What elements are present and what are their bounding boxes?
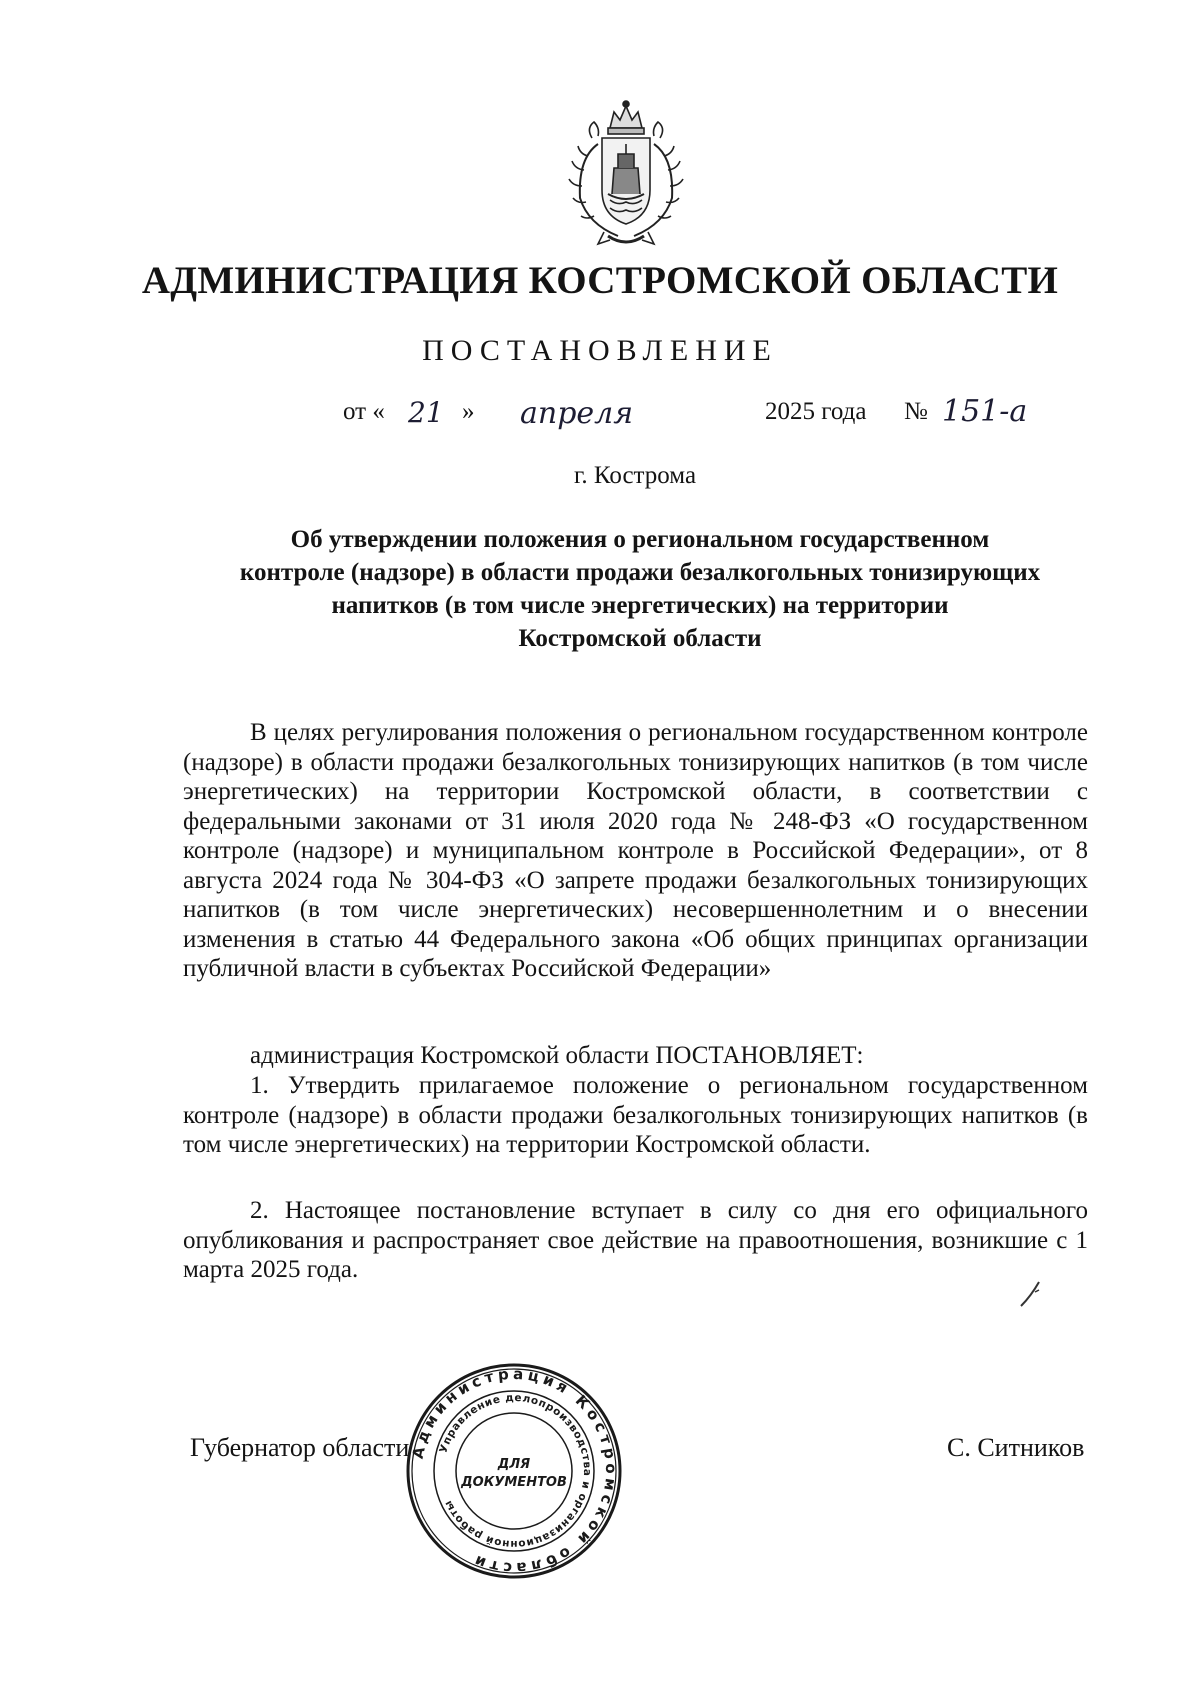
title-line: напитков (в том числе энергетических) на территории	[331, 592, 949, 619]
stamp-inner-text: Управление делопроизводства и организационной работы	[437, 1391, 594, 1551]
official-stamp	[405, 1362, 623, 1580]
date-day: 21	[408, 396, 444, 429]
coat-of-arms-icon	[548, 98, 704, 254]
signatory-name: С. Ситников	[947, 1433, 1085, 1462]
date-month: апреля	[520, 396, 634, 431]
paragraph-resolves: администрация Костромской области ПОСТАНОВЛЯЕТ:	[250, 1042, 864, 1069]
number-sign: №	[904, 398, 928, 425]
title-line: Об утверждении положения о региональном государственном	[290, 526, 990, 553]
title-line: Костромской области	[518, 625, 762, 652]
stamp-center-line1: ДЛЯ	[497, 1457, 531, 1472]
document-title	[180, 523, 1100, 655]
paragraph-item-1: 1. Утвердить прилагаемое положение о региональном государственном контроле (надзоре) в области продажи безалкогольных тонизирующих напитков (в том числе энергетических) на территории Костромской области.	[183, 1072, 1088, 1158]
stamp-center-line2: ДОКУМЕНТОВ	[461, 1475, 567, 1490]
signatory-position: Губернатор области	[190, 1433, 410, 1462]
title-line: контроле (надзоре) в области продажи безалкогольных тонизирующих	[239, 559, 1041, 586]
document-type: ПОСТАНОВЛЕНИЕ	[422, 334, 778, 367]
date-year: 2025 года	[765, 398, 867, 425]
city: г. Кострома	[573, 462, 697, 489]
tick-mark-icon	[1015, 1278, 1045, 1310]
date-prefix: от «	[343, 398, 385, 425]
stamp-outer-text: Администрация Костромской области	[408, 1364, 621, 1578]
document-number: 151-а	[942, 394, 1028, 429]
paragraph-preamble: В целях регулирования положения о региональном государственном контроле (надзоре) в области продажи безалкогольных тонизирующих напитков (в том числе энергетических) на территории Костромской области, в соответствии с федеральными законами от 31 июля 2020 года № 248-ФЗ «О государственном контроле (надзоре) и муниципальном контроле в Российской Федерации», от 8 августа 2024 года № 304-ФЗ «О запрете продажи безалкогольных тонизирующих напитков (в том числе энергетических) несовершеннолетним и о внесении изменения в статью 44 Федерального закона «Об общих принципах организации публичной власти в субъектах Российской Федерации»	[183, 719, 1088, 982]
date-day-close: »	[462, 398, 475, 425]
agency-name: АДМИНИСТРАЦИЯ КОСТРОМСКОЙ ОБЛАСТИ	[141, 259, 1059, 302]
paragraph-item-2: 2. Настоящее постановление вступает в силу со дня его официального опубликования и распространяет свое действие на правоотношения, возникшие с 1 марта 2025 года.	[183, 1197, 1088, 1283]
